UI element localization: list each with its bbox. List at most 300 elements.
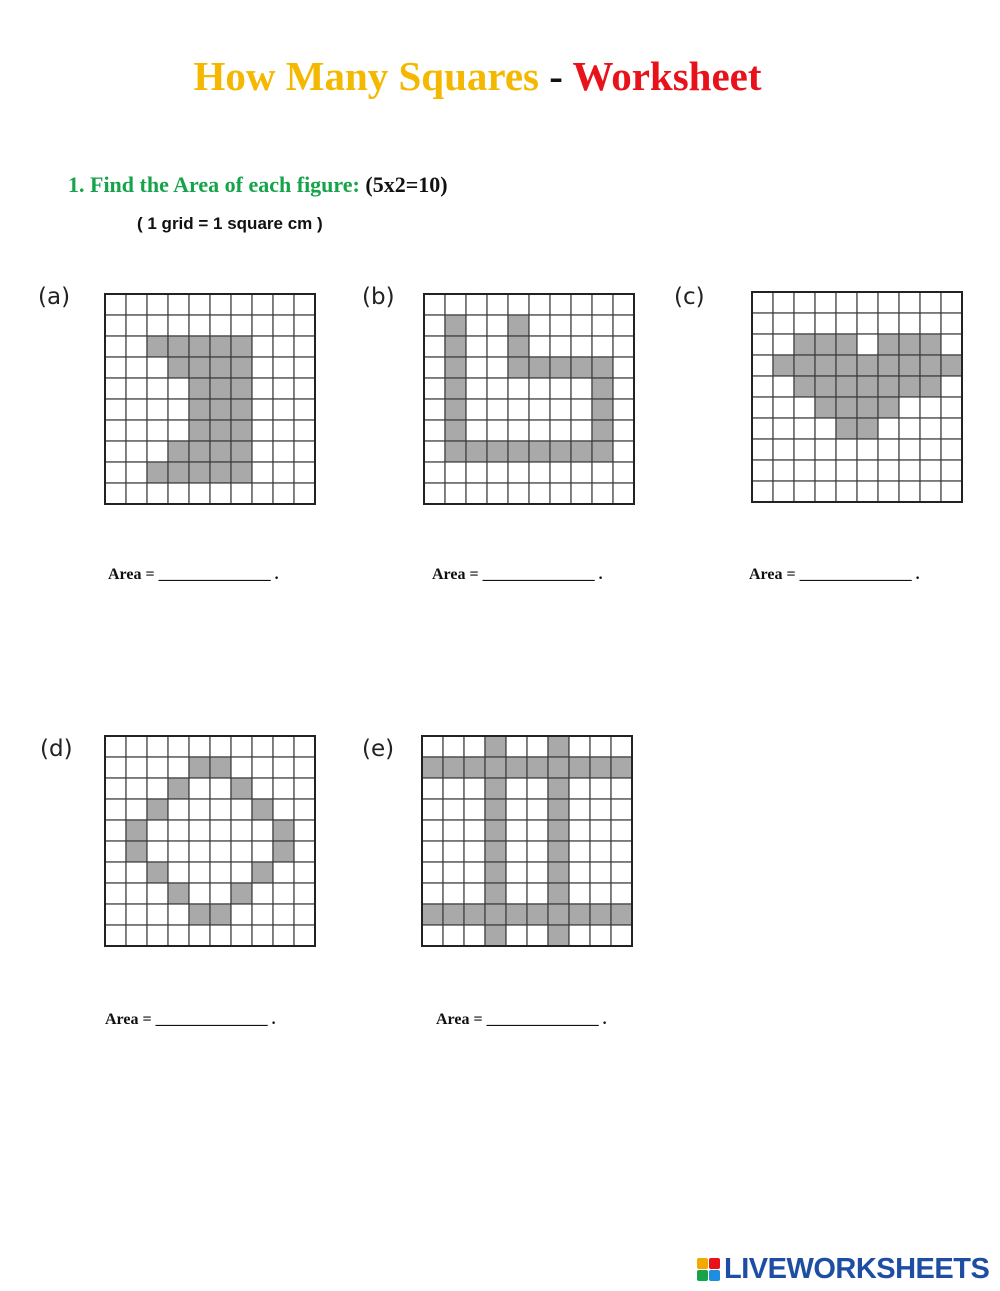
shaded-cell <box>592 399 613 420</box>
grid-cell <box>443 862 464 883</box>
grid-cell <box>105 904 126 925</box>
grid-cell <box>464 736 485 757</box>
shaded-cell <box>899 334 920 355</box>
grid-cell <box>424 483 445 504</box>
grid-cell <box>487 378 508 399</box>
grid-cell <box>611 736 632 757</box>
grid-cell <box>920 292 941 313</box>
grid-cell <box>273 441 294 462</box>
shaded-cell <box>548 925 569 946</box>
grid-cell <box>294 462 315 483</box>
grid-cell <box>189 820 210 841</box>
figure-c-area-answer[interactable]: Area = ______________ . <box>749 566 920 583</box>
grid-cell <box>878 292 899 313</box>
figure-d-label: (d) <box>40 736 73 762</box>
grid-cell <box>466 483 487 504</box>
figure-a-grid <box>105 294 315 504</box>
shaded-cell <box>773 355 794 376</box>
grid-cell <box>294 315 315 336</box>
shaded-cell <box>550 357 571 378</box>
shaded-cell <box>445 336 466 357</box>
grid-cell <box>857 481 878 502</box>
grid-cell <box>941 439 962 460</box>
grid-cell <box>571 483 592 504</box>
grid-cell <box>506 862 527 883</box>
shaded-cell <box>794 355 815 376</box>
shaded-cell <box>571 441 592 462</box>
grid-cell <box>815 481 836 502</box>
logo-mark-icon <box>697 1258 720 1281</box>
grid-cell <box>210 483 231 504</box>
shaded-cell <box>189 420 210 441</box>
shaded-cell <box>485 862 506 883</box>
grid-cell <box>147 778 168 799</box>
grid-cell <box>252 441 273 462</box>
grid-cell <box>210 883 231 904</box>
grid-cell <box>126 315 147 336</box>
shaded-cell <box>548 883 569 904</box>
grid-cell <box>773 397 794 418</box>
grid-cell <box>210 841 231 862</box>
grid-cell <box>147 820 168 841</box>
grid-cell <box>506 841 527 862</box>
grid-cell <box>878 418 899 439</box>
grid-cell <box>527 799 548 820</box>
shaded-cell <box>168 883 189 904</box>
shaded-cell <box>445 399 466 420</box>
grid-cell <box>794 292 815 313</box>
grid-cell <box>466 315 487 336</box>
grid-cell <box>527 883 548 904</box>
grid-cell <box>231 294 252 315</box>
shaded-cell <box>445 357 466 378</box>
figure-b-area-answer[interactable]: Area = ______________ . <box>432 566 603 583</box>
grid-cell <box>189 294 210 315</box>
grid-cell <box>590 799 611 820</box>
grid-cell <box>571 294 592 315</box>
grid-cell <box>527 820 548 841</box>
grid-cell <box>231 820 252 841</box>
grid-cell <box>147 925 168 946</box>
grid-cell <box>571 462 592 483</box>
grid-cell <box>466 357 487 378</box>
grid-cell <box>147 904 168 925</box>
grid-cell <box>252 841 273 862</box>
grid-cell <box>210 315 231 336</box>
shaded-cell <box>836 355 857 376</box>
shaded-cell <box>168 441 189 462</box>
grid-cell <box>815 292 836 313</box>
grid-cell <box>294 441 315 462</box>
grid-cell <box>773 376 794 397</box>
grid-cell <box>613 336 634 357</box>
grid-cell <box>590 820 611 841</box>
grid-cell <box>815 418 836 439</box>
shaded-cell <box>210 378 231 399</box>
shaded-cell <box>548 736 569 757</box>
grid-cell <box>571 420 592 441</box>
grid-cell <box>252 757 273 778</box>
grid-cell <box>422 778 443 799</box>
shaded-cell <box>147 799 168 820</box>
grid-cell <box>231 736 252 757</box>
grid-cell <box>294 357 315 378</box>
grid-cell <box>464 862 485 883</box>
grid-cell <box>147 315 168 336</box>
grid-cell <box>252 399 273 420</box>
shaded-cell <box>548 799 569 820</box>
title-separator: - <box>539 53 573 99</box>
shaded-cell <box>569 904 590 925</box>
grid-cell <box>773 439 794 460</box>
grid-cell <box>815 460 836 481</box>
shaded-cell <box>231 420 252 441</box>
grid-cell <box>273 399 294 420</box>
shaded-cell <box>508 315 529 336</box>
grid-cell <box>294 820 315 841</box>
figure-d-grid <box>105 736 315 946</box>
grid-cell <box>590 736 611 757</box>
figure-c-grid <box>752 292 962 502</box>
grid-cell <box>527 841 548 862</box>
shaded-cell <box>487 441 508 462</box>
grid-cell <box>773 460 794 481</box>
grid-cell <box>752 313 773 334</box>
shaded-cell <box>548 778 569 799</box>
figure-e-area-answer[interactable]: Area = ______________ . <box>436 1011 607 1028</box>
grid-cell <box>752 334 773 355</box>
grid-cell <box>506 736 527 757</box>
grid-cell <box>527 736 548 757</box>
grid-cell <box>126 862 147 883</box>
grid-cell <box>487 462 508 483</box>
grid-cell <box>592 294 613 315</box>
grid-cell <box>550 483 571 504</box>
grid-cell <box>487 399 508 420</box>
grid-cell <box>210 294 231 315</box>
grid-cell <box>506 799 527 820</box>
shaded-cell <box>485 904 506 925</box>
grid-cell <box>189 315 210 336</box>
shaded-cell <box>445 378 466 399</box>
grid-cell <box>590 883 611 904</box>
grid-cell <box>147 757 168 778</box>
grid-cell <box>231 925 252 946</box>
grid-cell <box>294 294 315 315</box>
grid-cell <box>529 315 550 336</box>
grid-cell <box>252 820 273 841</box>
grid-cell <box>273 925 294 946</box>
shaded-cell <box>445 441 466 462</box>
grid-cell <box>105 315 126 336</box>
grid-cell <box>878 313 899 334</box>
shaded-cell <box>508 336 529 357</box>
grid-cell <box>424 462 445 483</box>
grid-cell <box>443 820 464 841</box>
shaded-cell <box>485 883 506 904</box>
grid-cell <box>105 357 126 378</box>
grid-cell <box>252 336 273 357</box>
grid-cell <box>550 315 571 336</box>
grid-cell <box>126 462 147 483</box>
grid-cell <box>189 736 210 757</box>
unit-note: ( 1 grid = 1 square cm ) <box>137 214 323 233</box>
grid-cell <box>613 378 634 399</box>
grid-cell <box>592 336 613 357</box>
grid-cell <box>941 460 962 481</box>
shaded-cell <box>485 841 506 862</box>
grid-cell <box>126 378 147 399</box>
grid-cell <box>189 841 210 862</box>
grid-cell <box>273 462 294 483</box>
grid-cell <box>443 799 464 820</box>
grid-cell <box>126 441 147 462</box>
grid-cell <box>273 357 294 378</box>
shaded-cell <box>210 357 231 378</box>
grid-cell <box>569 883 590 904</box>
grid-cell <box>210 862 231 883</box>
grid-cell <box>445 483 466 504</box>
shaded-cell <box>920 376 941 397</box>
grid-cell <box>147 441 168 462</box>
shaded-cell <box>508 441 529 462</box>
grid-cell <box>611 820 632 841</box>
grid-cell <box>105 736 126 757</box>
shaded-cell <box>899 355 920 376</box>
shaded-cell <box>592 420 613 441</box>
grid-cell <box>899 481 920 502</box>
grid-cell <box>569 799 590 820</box>
shaded-cell <box>464 757 485 778</box>
shaded-cell <box>878 355 899 376</box>
grid-cell <box>168 483 189 504</box>
shaded-cell <box>273 820 294 841</box>
grid-cell <box>529 462 550 483</box>
grid-cell <box>611 778 632 799</box>
grid-cell <box>294 925 315 946</box>
grid-cell <box>210 820 231 841</box>
grid-cell <box>569 778 590 799</box>
grid-cell <box>105 883 126 904</box>
grid-cell <box>424 315 445 336</box>
shaded-cell <box>548 757 569 778</box>
shaded-cell <box>857 355 878 376</box>
grid-cell <box>443 736 464 757</box>
grid-cell <box>611 799 632 820</box>
grid-cell <box>464 925 485 946</box>
grid-cell <box>899 439 920 460</box>
grid-cell <box>252 925 273 946</box>
shaded-cell <box>550 441 571 462</box>
grid-cell <box>252 904 273 925</box>
grid-cell <box>294 904 315 925</box>
grid-cell <box>466 378 487 399</box>
question-text: 1. Find the Area of each figure: <box>68 172 360 197</box>
shaded-cell <box>548 862 569 883</box>
shaded-cell <box>836 418 857 439</box>
grid-cell <box>168 736 189 757</box>
grid-cell <box>294 483 315 504</box>
grid-cell <box>857 313 878 334</box>
shaded-cell <box>189 462 210 483</box>
grid-cell <box>126 883 147 904</box>
grid-cell <box>773 418 794 439</box>
shaded-cell <box>569 757 590 778</box>
shaded-cell <box>445 420 466 441</box>
shaded-cell <box>836 334 857 355</box>
grid-cell <box>836 292 857 313</box>
shaded-cell <box>878 376 899 397</box>
grid-cell <box>126 483 147 504</box>
shaded-cell <box>592 357 613 378</box>
grid-cell <box>506 820 527 841</box>
grid-cell <box>105 862 126 883</box>
shaded-cell <box>231 441 252 462</box>
grid-cell <box>252 736 273 757</box>
shaded-cell <box>529 357 550 378</box>
grid-cell <box>443 925 464 946</box>
grid-cell <box>529 420 550 441</box>
grid-cell <box>252 294 273 315</box>
grid-cell <box>422 736 443 757</box>
grid-cell <box>752 418 773 439</box>
grid-cell <box>571 378 592 399</box>
grid-cell <box>105 841 126 862</box>
grid-cell <box>508 483 529 504</box>
figure-e-label: (e) <box>362 736 395 762</box>
grid-cell <box>105 378 126 399</box>
grid-cell <box>508 294 529 315</box>
grid-cell <box>424 441 445 462</box>
grid-cell <box>794 418 815 439</box>
grid-cell <box>231 315 252 336</box>
grid-cell <box>126 420 147 441</box>
shaded-cell <box>210 420 231 441</box>
shaded-cell <box>815 355 836 376</box>
shaded-cell <box>611 757 632 778</box>
grid-cell <box>920 397 941 418</box>
grid-cell <box>550 399 571 420</box>
grid-cell <box>466 294 487 315</box>
grid-cell <box>613 462 634 483</box>
grid-cell <box>590 841 611 862</box>
grid-cell <box>231 841 252 862</box>
grid-cell <box>252 378 273 399</box>
shaded-cell <box>445 315 466 336</box>
shaded-cell <box>857 397 878 418</box>
grid-cell <box>508 462 529 483</box>
shaded-cell <box>941 355 962 376</box>
grid-cell <box>294 757 315 778</box>
figure-b-grid <box>424 294 634 504</box>
grid-cell <box>105 420 126 441</box>
shaded-cell <box>920 355 941 376</box>
grid-cell <box>836 460 857 481</box>
grid-cell <box>899 397 920 418</box>
grid-cell <box>294 778 315 799</box>
grid-cell <box>422 820 443 841</box>
shaded-cell <box>210 441 231 462</box>
shaded-cell <box>210 904 231 925</box>
grid-cell <box>126 799 147 820</box>
shaded-cell <box>231 883 252 904</box>
shaded-cell <box>210 399 231 420</box>
grid-cell <box>527 862 548 883</box>
grid-cell <box>794 439 815 460</box>
grid-cell <box>445 294 466 315</box>
grid-cell <box>294 420 315 441</box>
figure-e-grid <box>422 736 632 946</box>
grid-cell <box>464 778 485 799</box>
grid-cell <box>189 925 210 946</box>
grid-cell <box>592 483 613 504</box>
grid-cell <box>920 460 941 481</box>
grid-cell <box>231 799 252 820</box>
grid-cell <box>273 799 294 820</box>
grid-cell <box>752 439 773 460</box>
grid-cell <box>168 294 189 315</box>
shaded-cell <box>422 904 443 925</box>
shaded-cell <box>485 820 506 841</box>
shaded-cell <box>611 904 632 925</box>
grid-cell <box>424 420 445 441</box>
grid-cell <box>273 904 294 925</box>
grid-cell <box>273 862 294 883</box>
grid-cell <box>590 862 611 883</box>
shaded-cell <box>147 862 168 883</box>
grid-cell <box>105 757 126 778</box>
grid-cell <box>773 334 794 355</box>
shaded-cell <box>464 904 485 925</box>
shaded-cell <box>210 462 231 483</box>
grid-cell <box>105 483 126 504</box>
grid-cell <box>231 904 252 925</box>
figure-d-area-answer[interactable]: Area = ______________ . <box>105 1011 276 1028</box>
grid-cell <box>126 904 147 925</box>
grid-cell <box>857 439 878 460</box>
grid-cell <box>443 778 464 799</box>
shaded-cell <box>857 418 878 439</box>
grid-cell <box>424 399 445 420</box>
shaded-cell <box>485 925 506 946</box>
grid-cell <box>189 778 210 799</box>
grid-cell <box>464 841 485 862</box>
grid-cell <box>592 315 613 336</box>
grid-cell <box>105 441 126 462</box>
grid-cell <box>105 799 126 820</box>
figure-a-area-answer[interactable]: Area = ______________ . <box>108 566 279 583</box>
grid-cell <box>878 439 899 460</box>
grid-cell <box>613 441 634 462</box>
grid-cell <box>569 736 590 757</box>
grid-cell <box>105 462 126 483</box>
grid-cell <box>529 294 550 315</box>
grid-cell <box>529 378 550 399</box>
grid-cell <box>920 481 941 502</box>
grid-cell <box>487 336 508 357</box>
grid-cell <box>794 481 815 502</box>
grid-cell <box>126 336 147 357</box>
grid-cell <box>294 799 315 820</box>
grid-cell <box>273 736 294 757</box>
grid-cell <box>273 378 294 399</box>
grid-cell <box>613 315 634 336</box>
grid-cell <box>294 736 315 757</box>
shaded-cell <box>210 757 231 778</box>
shaded-cell <box>231 357 252 378</box>
grid-cell <box>273 883 294 904</box>
shaded-cell <box>815 334 836 355</box>
